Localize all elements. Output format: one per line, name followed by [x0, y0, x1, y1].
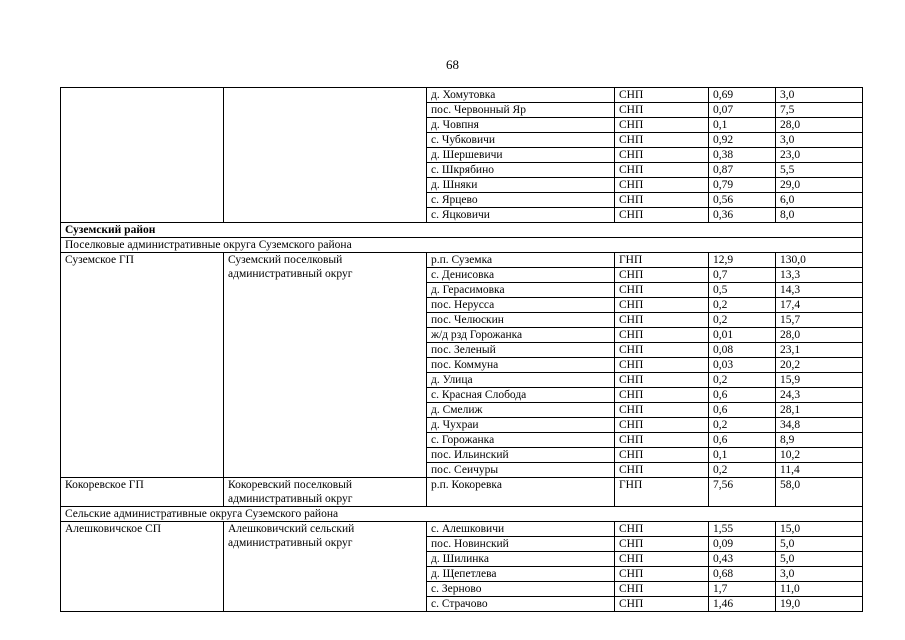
aleshkovichskoe-name: Алешковичское СП [61, 522, 224, 612]
value-1: 0,68 [709, 567, 776, 582]
table-row [61, 253, 863, 268]
value-2: 3,0 [776, 133, 863, 148]
value-1: 0,2 [709, 373, 776, 388]
value-2: 23,1 [776, 343, 863, 358]
settlement-name: пос. Коммуна [427, 358, 615, 373]
value-1: 0,01 [709, 328, 776, 343]
value-1: 0,2 [709, 313, 776, 328]
value-1: 0,07 [709, 103, 776, 118]
value-2: 3,0 [776, 567, 863, 582]
settlement-type: СНП [615, 163, 709, 178]
value-1: 0,36 [709, 208, 776, 223]
section-title: Поселковые административные округа Суземского района [61, 238, 863, 253]
settlement-name: пос. Сеичуры [427, 463, 615, 478]
settlement-type: СНП [615, 88, 709, 103]
value-1: 1,7 [709, 582, 776, 597]
settlement-name: с. Яцковичи [427, 208, 615, 223]
settlement-type: СНП [615, 298, 709, 313]
value-1: 0,1 [709, 448, 776, 463]
settlement-type: СНП [615, 328, 709, 343]
value-2: 11,4 [776, 463, 863, 478]
value-2: 58,0 [776, 478, 863, 507]
settlement-name: д. Щепетлева [427, 567, 615, 582]
value-1: 0,2 [709, 418, 776, 433]
settlement-type: СНП [615, 343, 709, 358]
value-2: 24,3 [776, 388, 863, 403]
value-2: 5,5 [776, 163, 863, 178]
settlement-name: д. Улица [427, 373, 615, 388]
district-title-row [61, 223, 863, 238]
value-2: 17,4 [776, 298, 863, 313]
value-1: 0,09 [709, 537, 776, 552]
settlement-type: СНП [615, 283, 709, 298]
aleshkovichskoe-okrug: Алешковичский сельский административный округ [224, 522, 427, 612]
empty-cell [224, 88, 427, 223]
value-1: 0,2 [709, 298, 776, 313]
value-2: 15,0 [776, 522, 863, 537]
value-1: 0,6 [709, 388, 776, 403]
settlement-name: пос. Нерусса [427, 298, 615, 313]
section-title-row [61, 238, 863, 253]
kokorevskoe-name: Кокоревское ГП [61, 478, 224, 507]
kokorevskoe-okrug: Кокоревский поселковый административный округ [224, 478, 427, 507]
settlement-type: СНП [615, 463, 709, 478]
settlement-name: пос. Червонный Яр [427, 103, 615, 118]
settlement-name: р.п. Кокоревка [427, 478, 615, 507]
section-title: Сельские административные округа Суземского района [61, 507, 863, 522]
table-row [61, 522, 863, 537]
value-1: 0,43 [709, 552, 776, 567]
settlement-name: с. Шкрябино [427, 163, 615, 178]
settlements-table [60, 87, 863, 612]
value-1: 0,7 [709, 268, 776, 283]
value-1: 0,03 [709, 358, 776, 373]
settlement-name: с. Денисовка [427, 268, 615, 283]
value-2: 13,3 [776, 268, 863, 283]
value-2: 11,0 [776, 582, 863, 597]
suzemskoe-name: Суземское ГП [61, 253, 224, 478]
settlement-name: с. Алешковичи [427, 522, 615, 537]
settlement-type: СНП [615, 178, 709, 193]
settlement-type: СНП [615, 552, 709, 567]
value-2: 15,9 [776, 373, 863, 388]
table-row [61, 478, 863, 507]
value-2: 10,2 [776, 448, 863, 463]
value-1: 0,08 [709, 343, 776, 358]
settlement-type: СНП [615, 268, 709, 283]
value-2: 5,0 [776, 552, 863, 567]
value-1: 0,5 [709, 283, 776, 298]
value-1: 0,69 [709, 88, 776, 103]
value-2: 28,1 [776, 403, 863, 418]
settlement-type: СНП [615, 313, 709, 328]
settlement-name: д. Хомутовка [427, 88, 615, 103]
settlement-name: ж/д рзд Горожанка [427, 328, 615, 343]
settlement-type: СНП [615, 103, 709, 118]
settlement-type: СНП [615, 208, 709, 223]
settlement-type: СНП [615, 388, 709, 403]
value-2: 8,0 [776, 208, 863, 223]
settlement-type: СНП [615, 373, 709, 388]
value-2: 29,0 [776, 178, 863, 193]
value-2: 19,0 [776, 597, 863, 612]
settlement-type: СНП [615, 567, 709, 582]
settlement-name: д. Шершевичи [427, 148, 615, 163]
settlement-name: пос. Челюскин [427, 313, 615, 328]
settlement-name: с. Красная Слобода [427, 388, 615, 403]
suzemskoe-okrug: Суземский поселковый административный округ [224, 253, 427, 478]
settlement-name: д. Шилинка [427, 552, 615, 567]
settlement-name: д. Шняки [427, 178, 615, 193]
settlement-type: СНП [615, 433, 709, 448]
value-1: 1,46 [709, 597, 776, 612]
settlement-type: СНП [615, 118, 709, 133]
settlement-type: ГНП [615, 478, 709, 507]
empty-cell [61, 88, 224, 223]
settlement-name: д. Чухраи [427, 418, 615, 433]
settlement-type: СНП [615, 448, 709, 463]
district-title: Суземский район [61, 223, 863, 238]
settlement-type: СНП [615, 193, 709, 208]
settlement-name: пос. Зеленый [427, 343, 615, 358]
value-1: 12,9 [709, 253, 776, 268]
value-1: 0,56 [709, 193, 776, 208]
settlement-name: с. Зерново [427, 582, 615, 597]
settlement-type: СНП [615, 522, 709, 537]
value-1: 0,79 [709, 178, 776, 193]
value-2: 3,0 [776, 88, 863, 103]
value-1: 0,87 [709, 163, 776, 178]
settlement-type: СНП [615, 133, 709, 148]
value-2: 23,0 [776, 148, 863, 163]
value-1: 0,38 [709, 148, 776, 163]
value-2: 14,3 [776, 283, 863, 298]
value-2: 6,0 [776, 193, 863, 208]
value-2: 5,0 [776, 537, 863, 552]
settlement-name: д. Човпня [427, 118, 615, 133]
value-2: 130,0 [776, 253, 863, 268]
settlements-table-body [61, 88, 863, 612]
settlement-name: пос. Новинский [427, 537, 615, 552]
settlement-type: СНП [615, 582, 709, 597]
value-2: 7,5 [776, 103, 863, 118]
value-1: 0,6 [709, 403, 776, 418]
value-1: 0,92 [709, 133, 776, 148]
table-row [61, 88, 863, 103]
value-1: 7,56 [709, 478, 776, 507]
settlement-type: СНП [615, 537, 709, 552]
settlement-name: р.п. Суземка [427, 253, 615, 268]
value-2: 28,0 [776, 328, 863, 343]
settlement-name: д. Смелиж [427, 403, 615, 418]
settlement-name: с. Страчово [427, 597, 615, 612]
settlement-name: с. Чубковичи [427, 133, 615, 148]
value-1: 1,55 [709, 522, 776, 537]
value-2: 28,0 [776, 118, 863, 133]
settlement-name: д. Герасимовка [427, 283, 615, 298]
settlement-name: с. Горожанка [427, 433, 615, 448]
settlement-type: СНП [615, 418, 709, 433]
settlement-name: с. Ярцево [427, 193, 615, 208]
settlement-type: СНП [615, 403, 709, 418]
settlement-name: пос. Ильинский [427, 448, 615, 463]
value-1: 0,1 [709, 118, 776, 133]
settlement-type: СНП [615, 148, 709, 163]
settlement-type: ГНП [615, 253, 709, 268]
value-2: 34,8 [776, 418, 863, 433]
page-number: 68 [446, 57, 459, 72]
settlement-type: СНП [615, 358, 709, 373]
value-1: 0,2 [709, 463, 776, 478]
section-title-row [61, 507, 863, 522]
value-2: 20,2 [776, 358, 863, 373]
value-2: 8,9 [776, 433, 863, 448]
value-1: 0,6 [709, 433, 776, 448]
value-2: 15,7 [776, 313, 863, 328]
settlement-type: СНП [615, 597, 709, 612]
